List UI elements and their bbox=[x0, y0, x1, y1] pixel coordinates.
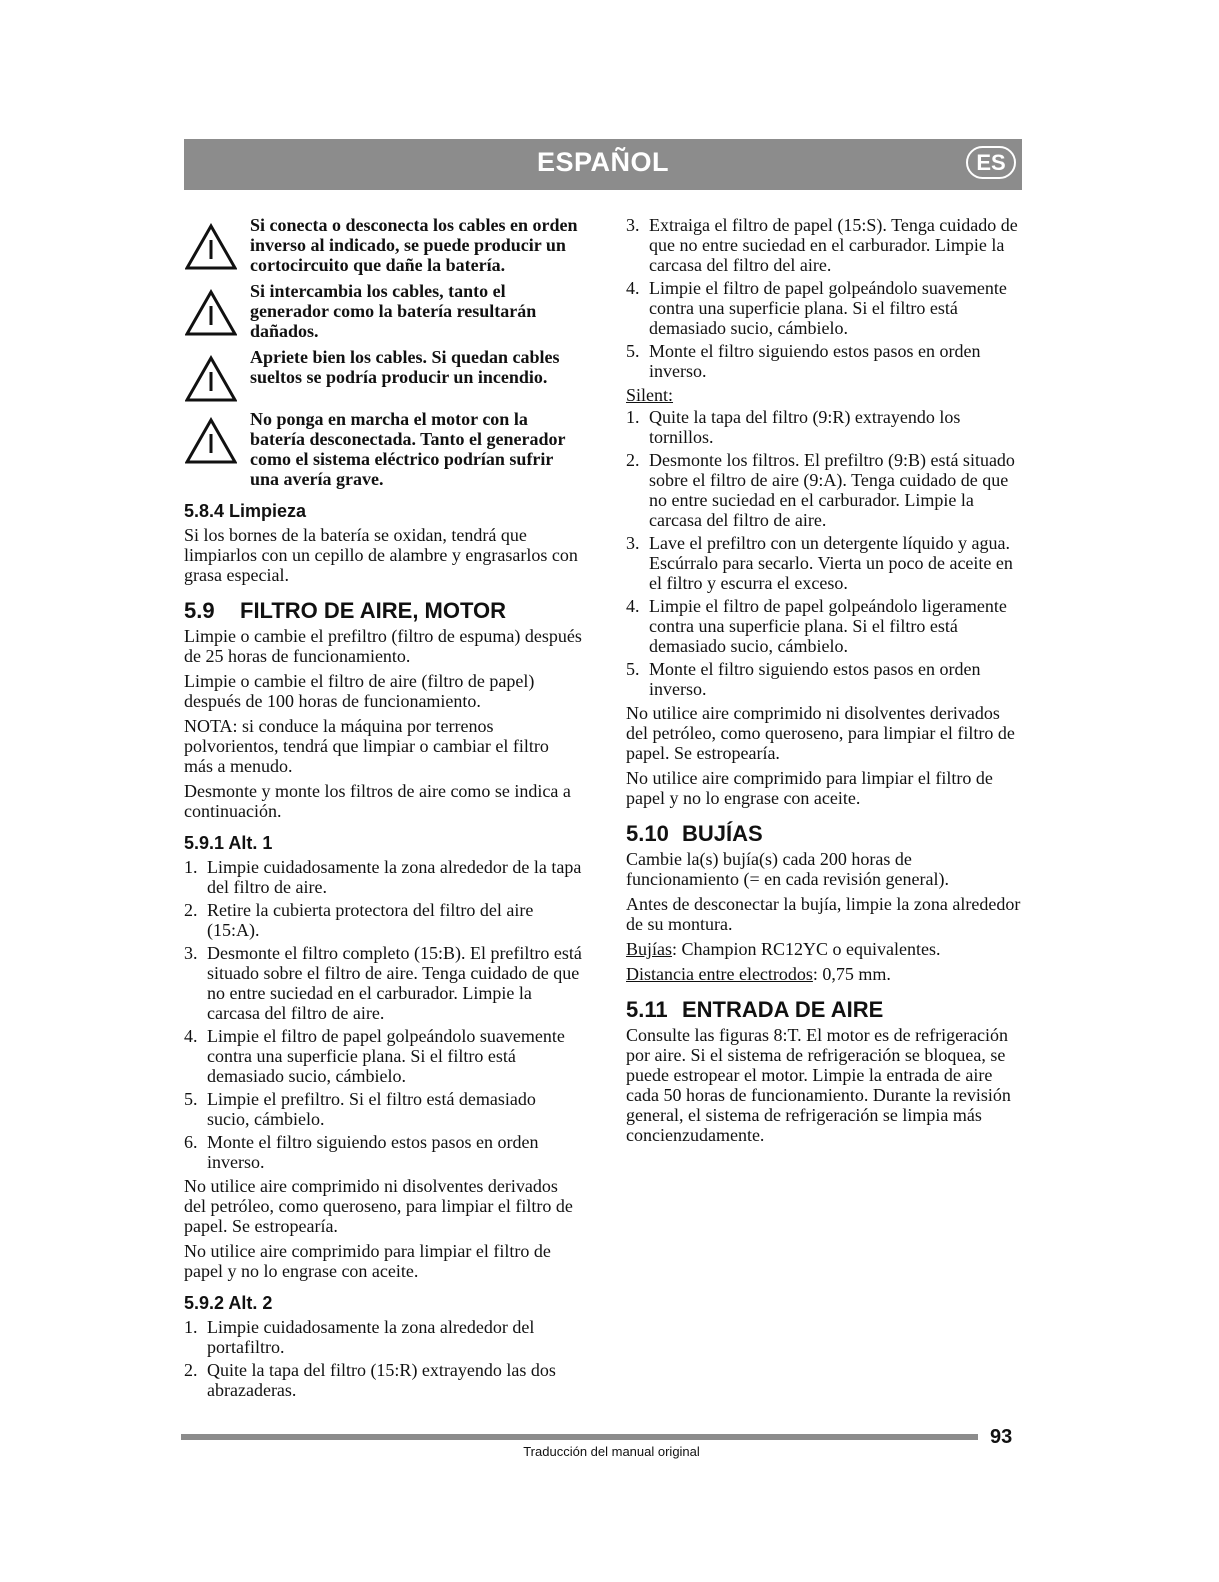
step-text: Quite la tapa del filtro (9:R) extrayendo los tornillos. bbox=[649, 407, 961, 447]
step-text: Monte el filtro siguiendo estos pasos en orden inverso. bbox=[649, 659, 981, 699]
list-item bbox=[626, 215, 1024, 275]
step-number: 3. bbox=[184, 943, 198, 963]
warning-block bbox=[184, 281, 582, 341]
steps-list-alt2-part1 bbox=[184, 1317, 582, 1400]
list-item bbox=[626, 407, 1024, 447]
step-number: 5. bbox=[626, 341, 640, 361]
right-column bbox=[626, 215, 1024, 1150]
paragraph: Consulte las figuras 8:T. El motor es de refrigeración por aire. Si el sistema de refrigeración se bloquea, se puede estropear el motor. Limpie la entrada de aire cada 50 horas de funcionamiento. Durante la revisión general, el sistema de refrigeración se limpia más concienzudamente. bbox=[626, 1025, 1011, 1145]
steps-list-alt2-part2 bbox=[626, 215, 1024, 381]
step-text: Monte el filtro siguiendo estos pasos en orden inverso. bbox=[649, 341, 981, 381]
list-item bbox=[184, 1317, 582, 1357]
section-number: 5.11 bbox=[626, 997, 668, 1022]
warning-text: Si intercambia los cables, tanto el generador como la batería resultarán dañados. bbox=[250, 281, 537, 341]
step-text: Retire la cubierta protectora del filtro del aire (15:A). bbox=[207, 900, 534, 940]
list-item bbox=[626, 450, 1024, 530]
silent-label: Silent: bbox=[626, 385, 674, 405]
warning-block bbox=[184, 347, 582, 403]
section-heading-5-9-1: 5.9.1 Alt. 1 bbox=[184, 833, 273, 853]
step-text: Limpie cuidadosamente la zona alrededor del portafiltro. bbox=[207, 1317, 535, 1357]
list-item bbox=[184, 1360, 582, 1400]
step-text: Lave el prefiltro con un detergente líquido y agua. Escúrralo para secarlo. Vierta un poco de aceite en el filtro y escurra el exceso. bbox=[649, 533, 1013, 593]
paragraph: No utilice aire comprimido para limpiar el filtro de papel y no lo engrase con aceite. bbox=[626, 768, 993, 808]
step-text: Limpie el filtro de papel golpeándolo ligeramente contra una superficie plana. Si el filtro está demasiado sucio, cámbielo. bbox=[649, 596, 1007, 656]
language-title: ESPAÑOL bbox=[536, 147, 669, 177]
section-number: 5.9 bbox=[184, 598, 215, 623]
spec-value: : 0,75 mm. bbox=[812, 964, 891, 984]
step-text: Desmonte el filtro completo (15:B). El prefiltro está situado sobre el filtro de aire. Tenga cuidado de que no entre suciedad en el carburador. Limpie la carcasa del filtro de aire. bbox=[207, 943, 582, 1023]
spec-label: Bujías bbox=[626, 939, 673, 959]
paragraph: No utilice aire comprimido ni disolventes derivados del petróleo, como queroseno, para limpiar el filtro de papel. Se estropearía. bbox=[184, 1176, 573, 1236]
steps-list-silent bbox=[626, 407, 1024, 699]
section-heading-5-9 bbox=[184, 599, 582, 623]
list-item bbox=[184, 900, 582, 940]
paragraph: Cambie la(s) bujía(s) cada 200 horas de funcionamiento (= en cada revisión general). bbox=[626, 849, 950, 889]
step-text: Limpie cuidadosamente la zona alrededor de la tapa del filtro de aire. bbox=[207, 857, 582, 897]
warning-triangle-icon bbox=[185, 223, 237, 271]
step-number: 4. bbox=[626, 278, 640, 298]
page-number: 93 bbox=[990, 1426, 1013, 1448]
warning-triangle-icon bbox=[185, 289, 237, 337]
section-title: ENTRADA DE AIRE bbox=[682, 997, 884, 1022]
step-number: 3. bbox=[626, 215, 640, 235]
electrode-gap-spec bbox=[626, 964, 1024, 984]
spark-plug-spec bbox=[626, 939, 1024, 959]
step-text: Extraiga el filtro de papel (15:S). Tenga cuidado de que no entre suciedad en el carburador. Limpie la carcasa del filtro del aire. bbox=[649, 215, 1018, 275]
step-text: Desmonte los filtros. El prefiltro (9:B) está situado sobre el filtro de aire (9:A). Tenga cuidado de que no entre suciedad en el carburador. Limpie la carcasa del filtro de aire. bbox=[649, 450, 1015, 530]
list-item bbox=[626, 533, 1024, 593]
step-number: 1. bbox=[184, 857, 198, 877]
spec-label: Distancia entre electrodos bbox=[626, 964, 813, 984]
list-item bbox=[184, 1026, 582, 1086]
footer-rule bbox=[181, 1434, 978, 1440]
list-item bbox=[626, 278, 1024, 338]
warning-triangle-icon bbox=[185, 355, 237, 403]
section-heading-5-10 bbox=[626, 822, 1024, 846]
warning-block bbox=[184, 215, 582, 275]
warning-text: No ponga en marcha el motor con la batería desconectada. Tanto el generador como el sistema eléctrico podrían sufrir una avería grave. bbox=[250, 409, 566, 489]
list-item bbox=[626, 341, 1024, 381]
warning-text: Si conecta o desconecta los cables en orden inverso al indicado, se puede producir un cortocircuito que dañe la batería. bbox=[250, 215, 578, 275]
spec-value: : Champion RC12YC o equivalentes. bbox=[672, 939, 941, 959]
step-number: 1. bbox=[184, 1317, 198, 1337]
paragraph: Si los bornes de la batería se oxidan, tendrá que limpiarlos con un cepillo de alambre y engrasarlos con grasa especial. bbox=[184, 525, 578, 585]
step-number: 4. bbox=[184, 1026, 198, 1046]
steps-list-alt1 bbox=[184, 857, 582, 1172]
step-number: 5. bbox=[184, 1089, 198, 1109]
step-number: 6. bbox=[184, 1132, 198, 1152]
step-number: 2. bbox=[184, 900, 198, 920]
list-item bbox=[184, 1132, 582, 1172]
step-text: Monte el filtro siguiendo estos pasos en orden inverso. bbox=[207, 1132, 539, 1172]
paragraph: Antes de desconectar la bujía, limpie la zona alrededor de su montura. bbox=[626, 894, 1021, 934]
list-item bbox=[184, 857, 582, 897]
step-number: 2. bbox=[626, 450, 640, 470]
warning-text: Apriete bien los cables. Si quedan cables sueltos se podría producir un incendio. bbox=[250, 347, 560, 387]
section-heading-5-9-2: 5.9.2 Alt. 2 bbox=[184, 1293, 273, 1313]
list-item bbox=[626, 596, 1024, 656]
paragraph: No utilice aire comprimido ni disolventes derivados del petróleo, como queroseno, para limpiar el filtro de papel. Se estropearía. bbox=[626, 703, 1015, 763]
section-title: FILTRO DE AIRE, MOTOR bbox=[240, 598, 507, 623]
step-text: Quite la tapa del filtro (15:R) extrayendo las dos abrazaderas. bbox=[207, 1360, 556, 1400]
paragraph: No utilice aire comprimido para limpiar el filtro de papel y no lo engrase con aceite. bbox=[184, 1241, 551, 1281]
step-text: Limpie el filtro de papel golpeándolo suavemente contra una superficie plana. Si el filtro está demasiado sucio, cámbielo. bbox=[649, 278, 1007, 338]
step-number: 1. bbox=[626, 407, 640, 427]
section-title: BUJÍAS bbox=[682, 821, 763, 846]
language-banner bbox=[184, 139, 1022, 190]
step-text: Limpie el prefiltro. Si el filtro está demasiado sucio, cámbielo. bbox=[207, 1089, 536, 1129]
section-number: 5.10 bbox=[626, 821, 669, 846]
language-code-badge: ES bbox=[966, 146, 1016, 179]
left-column bbox=[184, 215, 582, 1404]
warning-triangle-icon bbox=[185, 417, 237, 465]
paragraph: Limpie o cambie el filtro de aire (filtro de papel) después de 100 horas de funcionamiento. bbox=[184, 671, 535, 711]
step-number: 3. bbox=[626, 533, 640, 553]
section-heading-5-8-4: 5.8.4 Limpieza bbox=[184, 501, 307, 521]
paragraph: NOTA: si conduce la máquina por terrenos polvorientos, tendrá que limpiar o cambiar el filtro más a menudo. bbox=[184, 716, 549, 776]
step-number: 4. bbox=[626, 596, 640, 616]
step-number: 5. bbox=[626, 659, 640, 679]
paragraph: Desmonte y monte los filtros de aire como se indica a continuación. bbox=[184, 781, 571, 821]
footer-note: Traducción del manual original bbox=[523, 1444, 700, 1459]
warning-block bbox=[184, 409, 582, 489]
list-item bbox=[184, 943, 582, 1023]
section-heading-5-11 bbox=[626, 998, 1024, 1022]
step-number: 2. bbox=[184, 1360, 198, 1380]
paragraph: Limpie o cambie el prefiltro (filtro de espuma) después de 25 horas de funcionamiento. bbox=[184, 626, 582, 666]
list-item bbox=[626, 659, 1024, 699]
list-item bbox=[184, 1089, 582, 1129]
step-text: Limpie el filtro de papel golpeándolo suavemente contra una superficie plana. Si el filtro está demasiado sucio, cámbielo. bbox=[207, 1026, 565, 1086]
